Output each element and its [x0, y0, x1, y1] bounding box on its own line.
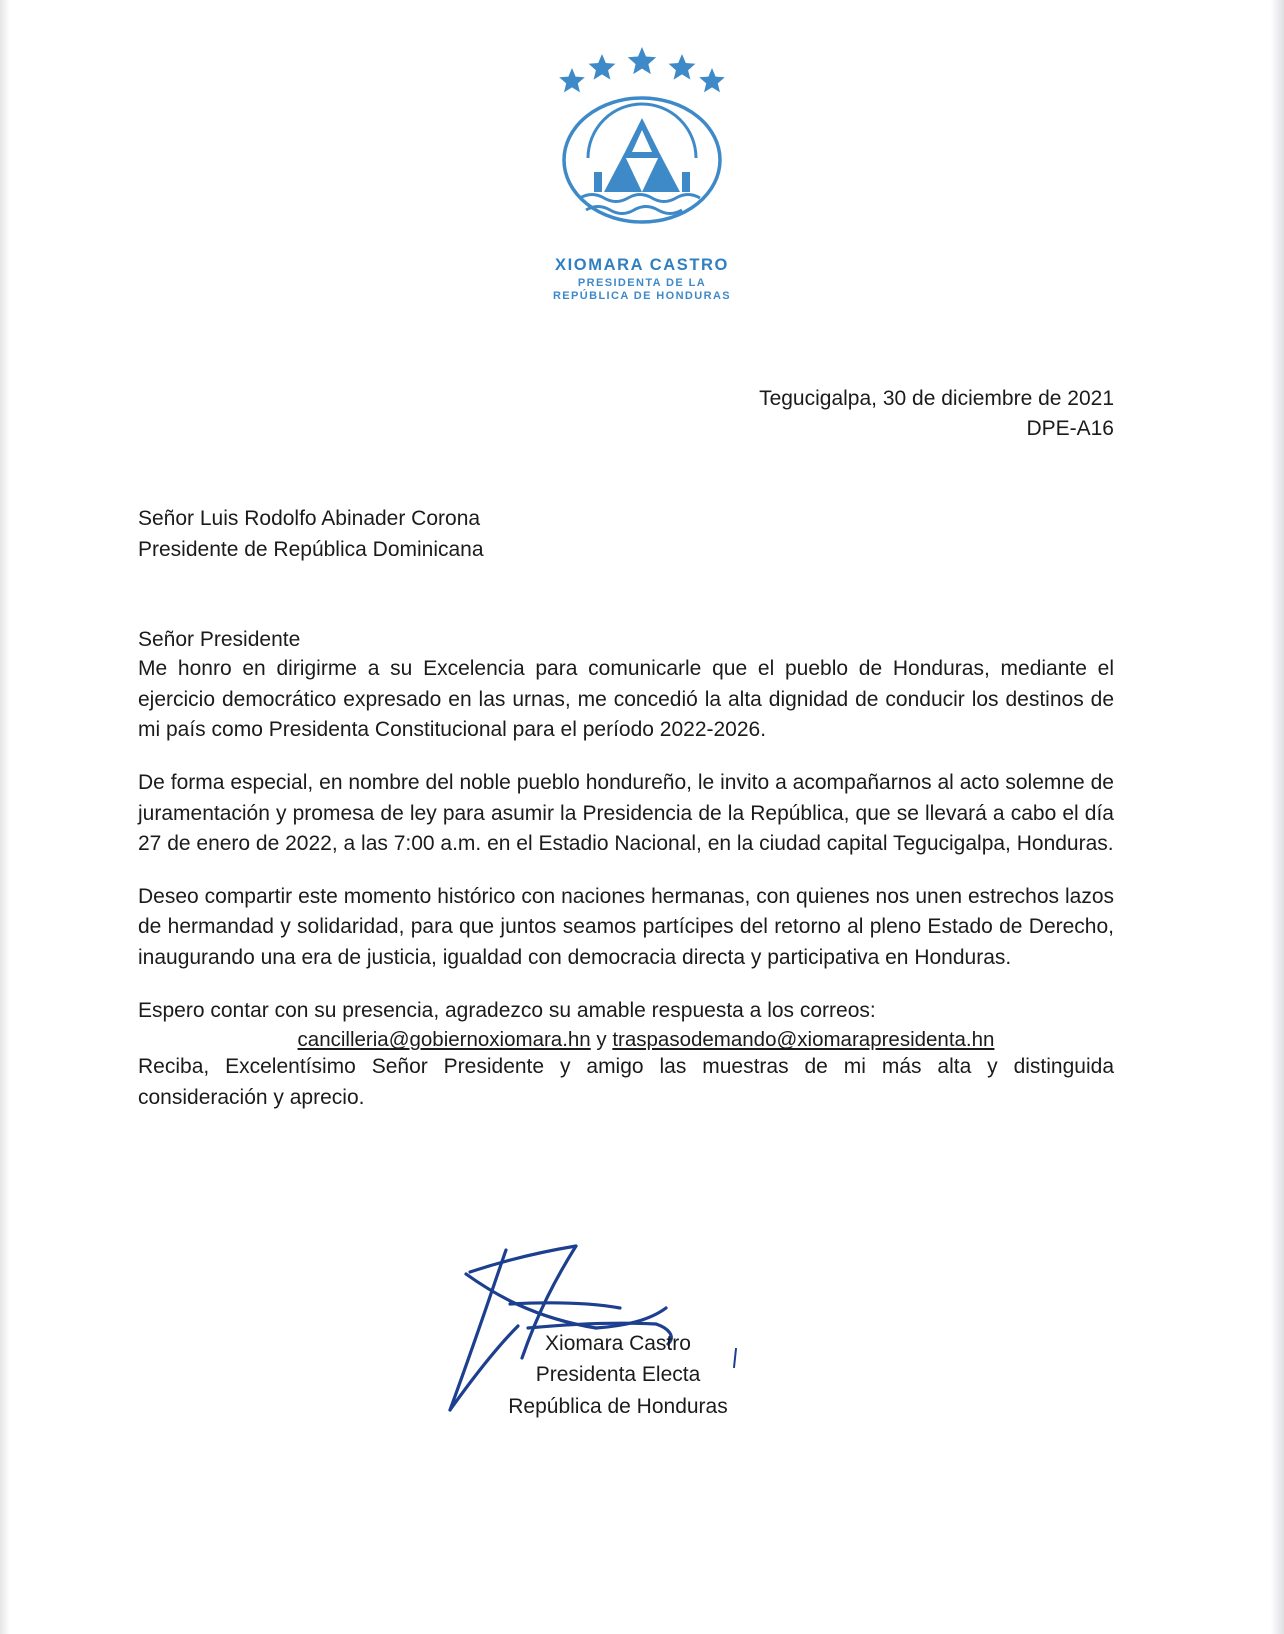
paragraph-3: Deseo compartir este momento histórico con naciones hermanas, con quienes nos unen estrechos lazos de hermandad y solidaridad, para que juntos seamos partícipes del retorno al pleno Estado de Derecho, inaugurando una era de justicia, igualdad con democracia directa y participativa en Honduras. — [138, 884, 1114, 970]
addressee-name: Señor Luis Rodolfo Abinader Corona — [138, 506, 481, 530]
paragraph-5: Reciba, Excelentísimo Señor Presidente y amigo las muestras de mi más alta y distinguida consideración y aprecio. — [138, 1055, 1114, 1110]
signer-country: República de Honduras — [508, 1394, 728, 1418]
addressee-block — [138, 503, 1114, 566]
paragraph-1: Me honro en dirigirme a su Excelencia para comunicarle que el pueblo de Honduras, mediante el ejercicio democrático expresado en las urnas, me concedió la alta dignidad de conducir los destinos de mi país como Presidenta Constitucional para el período 2022-2026. — [138, 656, 1114, 742]
salutation: Señor Presidente — [138, 627, 301, 651]
letter-content — [0, 384, 1284, 1472]
signer-name: Xiomara Castro — [545, 1331, 691, 1355]
paragraph-4: Espero contar con su presencia, agradezco su amable respuesta a los correos: — [138, 998, 876, 1022]
signer-title: Presidenta Electa — [535, 1363, 701, 1387]
signature-block — [468, 1328, 768, 1423]
addressee-title: Presidente de República Dominicana — [138, 538, 484, 562]
letterhead-role-line-1: PRESIDENTA DE LA — [577, 277, 707, 289]
paragraph-2: De forma especial, en nombre del noble pueblo hondureño, le invito a acompañarnos al acto solemne de juramentación y promesa de ley para asumir la Presidencia de la República, que se llevará a cabo el día 27 de enero de 2022, a las 7:00 a.m. en el Estadio Nacional, en la ciudad capital Tegucigalpa, Honduras. — [138, 770, 1114, 856]
five-stars-icon — [559, 47, 725, 92]
crest-block — [542, 32, 742, 247]
letterhead-name: XIOMARA CASTRO — [555, 256, 729, 274]
email-conjunction: y — [596, 1028, 607, 1052]
letter-date: Tegucigalpa, 30 de diciembre de 2021 — [759, 387, 1114, 410]
email-link-cancilleria[interactable]: cancilleria@gobiernoxiomara.hn — [297, 1028, 591, 1052]
signature-area — [138, 1232, 1114, 1472]
email-link-traspasodemando[interactable]: traspasodemando@xiomarapresidenta.hn — [612, 1028, 995, 1052]
letterhead-role-line-2: REPÚBLICA DE HONDURAS — [552, 290, 732, 302]
honduras-coat-of-arms-icon — [542, 32, 742, 247]
contact-emails — [138, 1028, 1114, 1052]
letterhead — [0, 0, 1284, 302]
letter-reference-code: DPE-A16 — [1026, 417, 1114, 441]
